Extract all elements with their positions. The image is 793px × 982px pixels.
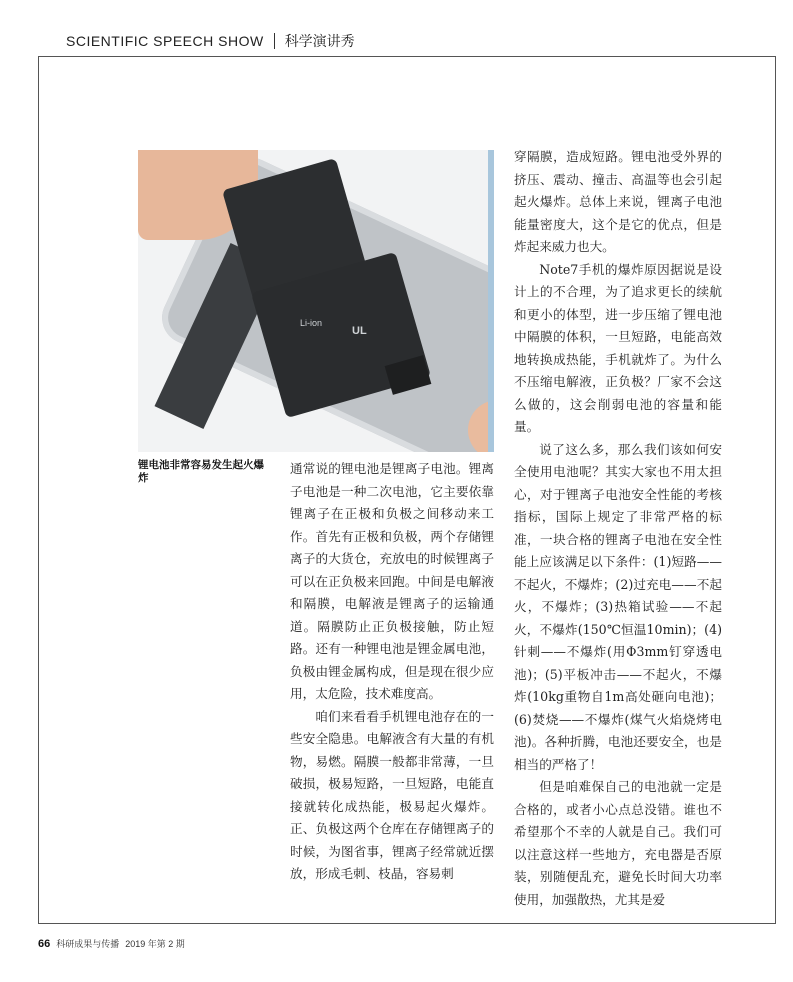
section-title-zh: 科学演讲秀 (284, 33, 355, 49)
liion-label: Li-ion (300, 318, 323, 328)
page-footer (38, 937, 185, 950)
battery-photo (138, 150, 494, 452)
photo-edge (488, 150, 494, 452)
paragraph: 通常说的锂电池是锂离子电池。锂离子电池是一种二次电池，它主要依靠锂离子在正极和负极之间移动来工作。首先有正极和负极，两个存储锂离子的大货仓，充放电的时候锂离子可以在正负极来回跑。中间是电解液和隔膜，电解液是锂离子的运输通道。隔膜防止正负极接触，防止短路。还有一种锂电池是锂金属电池，负极由锂金属构成，但是现在很少应用，太危险，技术难度高。 (290, 461, 494, 701)
text-column-2 (514, 146, 722, 911)
text-column-1 (290, 458, 494, 886)
page-number: 66 (38, 938, 51, 950)
paragraph: 穿隔膜，造成短路。锂电池受外界的挤压、震动、撞击、高温等也会引起起火爆炸。总体上来说，锂离子电池能量密度大，这个是它的优点，但是炸起来威力也大。 (514, 149, 722, 254)
paragraph: 说了这么多，那么我们该如何安全使用电池呢？其实大家也不用太担心，对于锂离子电池安全性能的考核指标，国际上规定了非常严格的标准，一块合格的锂离子电池在安全性能上应该满足以下条件：(1)短路——不起火，不爆炸；(2)过充电——不起火，不爆炸；(3)热箱试验——不起火，不爆炸(150℃恒温10min)；(4)针刺——不爆炸(用Φ3mm钉穿透电池)；(5)平板冲击——不起火，不爆炸(10kg重物自1m高处砸向电池)；(6)焚烧——不爆炸(煤气火焰烧烤电池)。各种折腾，电池还要安全，也是相当的严格了！ (514, 441, 722, 772)
section-title-en: SCIENTIFIC SPEECH SHOW (66, 33, 264, 49)
issue-label: 2019 年第 2 期 (125, 939, 185, 949)
paragraph: 咱们来看看手机锂电池存在的一些安全隐患。电解液含有大量的有机物，易燃。隔膜一般都非常薄，一旦破损，极易短路，一旦短路，电能直接就转化成热能，极易起火爆炸。正、负极这两个仓库在存储锂离子的时候，为图省事，锂离子经常就近摆放，形成毛刺、枝晶，容易刺 (290, 708, 494, 881)
paragraph: 但是咱难保自己的电池就一定是合格的，或者小心点总没错。谁也不希望那个不幸的人就是自己。我们可以注意这样一些地方，充电器是否原装，别随便乱充，避免长时间大功率使用，加强散热，尤其是爱 (514, 779, 722, 907)
running-header (66, 30, 355, 52)
ul-mark: UL (352, 325, 367, 337)
paragraph: Note7手机的爆炸原因据说是设计上的不合理，为了追求更长的续航和更小的体型，进一步压缩了锂电池中隔膜的体积，一旦短路，电能高效地转换成热能，手机就炸了。为什么不压缩电解液，正负极？厂家不会这么做的，这会削弱电池的容量和能量。 (514, 261, 722, 434)
figure-caption: 锂电池非常容易发生起火爆炸 (138, 459, 264, 484)
header-divider (274, 33, 275, 49)
journal-name: 科研成果与传播 (56, 939, 120, 949)
